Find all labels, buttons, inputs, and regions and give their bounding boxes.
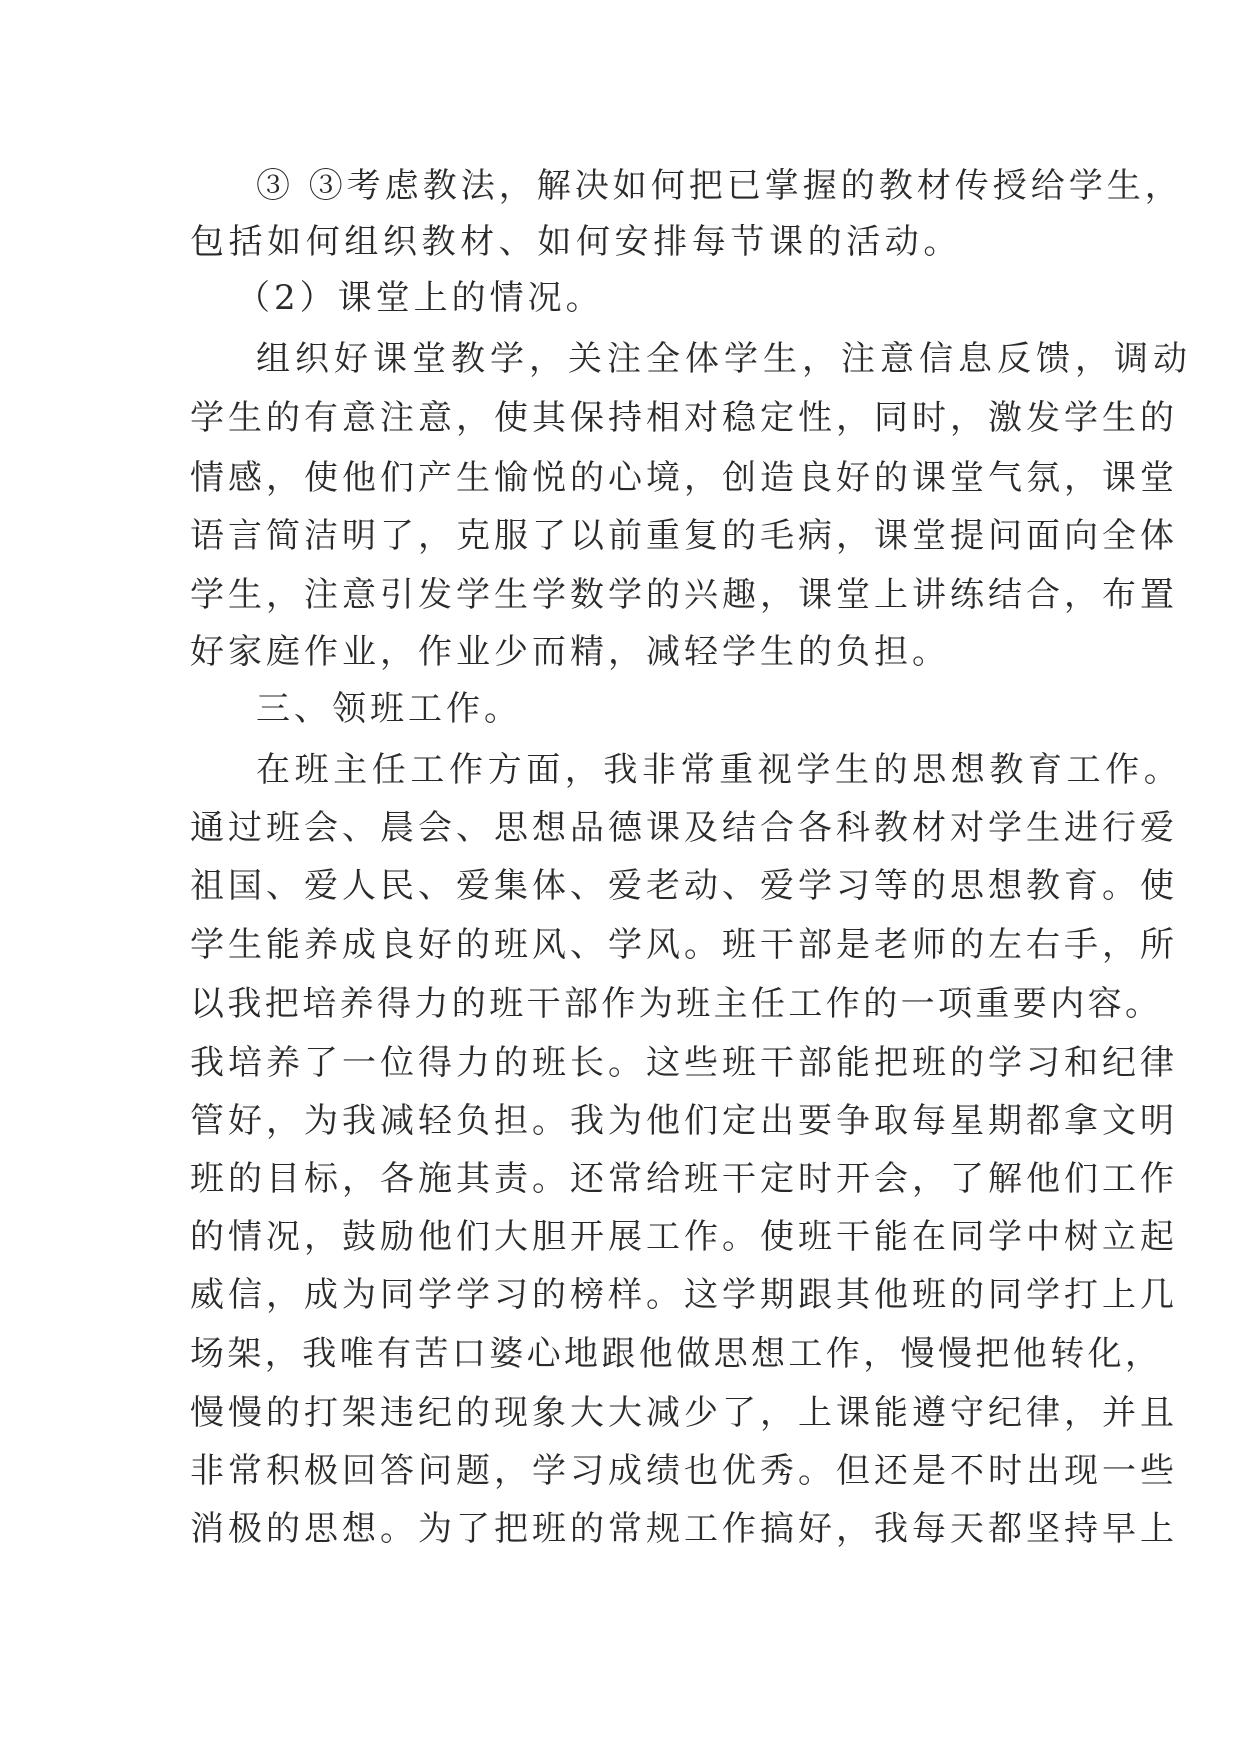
text-line: 情感，使他们产生愉悦的心境，创造良好的课堂气氛，课堂 bbox=[190, 458, 1178, 498]
text-line: 学生能养成良好的班风、学风。班干部是老师的左右手，所 bbox=[190, 925, 1178, 965]
text-line: ③ ③考虑教法，解决如何把已掌握的教材传授给学生， bbox=[256, 166, 1183, 206]
text-line: 慢慢的打架违纪的现象大大减少了，上课能遵守纪律，并且 bbox=[190, 1393, 1178, 1433]
section-heading: 三、领班工作。 bbox=[256, 689, 522, 729]
text-line: 我培养了一位得力的班长。这些班干部能把班的学习和纪律 bbox=[190, 1043, 1178, 1083]
text-line: 组织好课堂教学，关注全体学生，注意信息反馈，调动 bbox=[256, 339, 1192, 379]
text-line: 包括如何组织教材、如何安排每节课的活动。 bbox=[190, 222, 962, 262]
text-line: 在班主任工作方面，我非常重视学生的思想教育工作。 bbox=[256, 750, 1183, 790]
text-line: 好家庭作业，作业少而精，减轻学生的负担。 bbox=[190, 632, 950, 672]
text-line: 威信，成为同学学习的榜样。这学期跟其他班的同学打上几 bbox=[190, 1275, 1178, 1315]
text-line: 非常积极回答问题，学习成绩也优秀。但还是不时出现一些 bbox=[190, 1451, 1178, 1491]
text-line: 场架，我唯有苦口婆心地跟他做思想工作，慢慢把他转化， bbox=[190, 1334, 1163, 1374]
text-line: 管好，为我减轻负担。我为他们定出要争取每星期都拿文明 bbox=[190, 1101, 1178, 1141]
text-line: 消极的思想。为了把班的常规工作搞好，我每天都坚持早上 bbox=[190, 1509, 1178, 1549]
text-line: 以我把培养得力的班干部作为班主任工作的一项重要内容。 bbox=[190, 984, 1163, 1024]
text-line: 学生的有意注意，使其保持相对稳定性，同时，激发学生的 bbox=[190, 398, 1178, 438]
text-line: 班的目标，各施其责。还常给班干定时开会，了解他们工作 bbox=[190, 1159, 1178, 1199]
text-line: （2）课堂上的情况。 bbox=[236, 278, 604, 318]
text-line: 通过班会、晨会、思想品德课及结合各科教材对学生进行爱 bbox=[190, 808, 1178, 848]
text-line: 学生，注意引发学生学数学的兴趣，课堂上讲练结合，布置 bbox=[190, 575, 1178, 615]
text-line: 祖国、爱人民、爱集体、爱老动、爱学习等的思想教育。使 bbox=[190, 866, 1178, 906]
text-line: 语言简洁明了，克服了以前重复的毛病，课堂提问面向全体 bbox=[190, 516, 1178, 556]
text-line: 的情况，鼓励他们大胆开展工作。使班干能在同学中树立起 bbox=[190, 1217, 1178, 1257]
